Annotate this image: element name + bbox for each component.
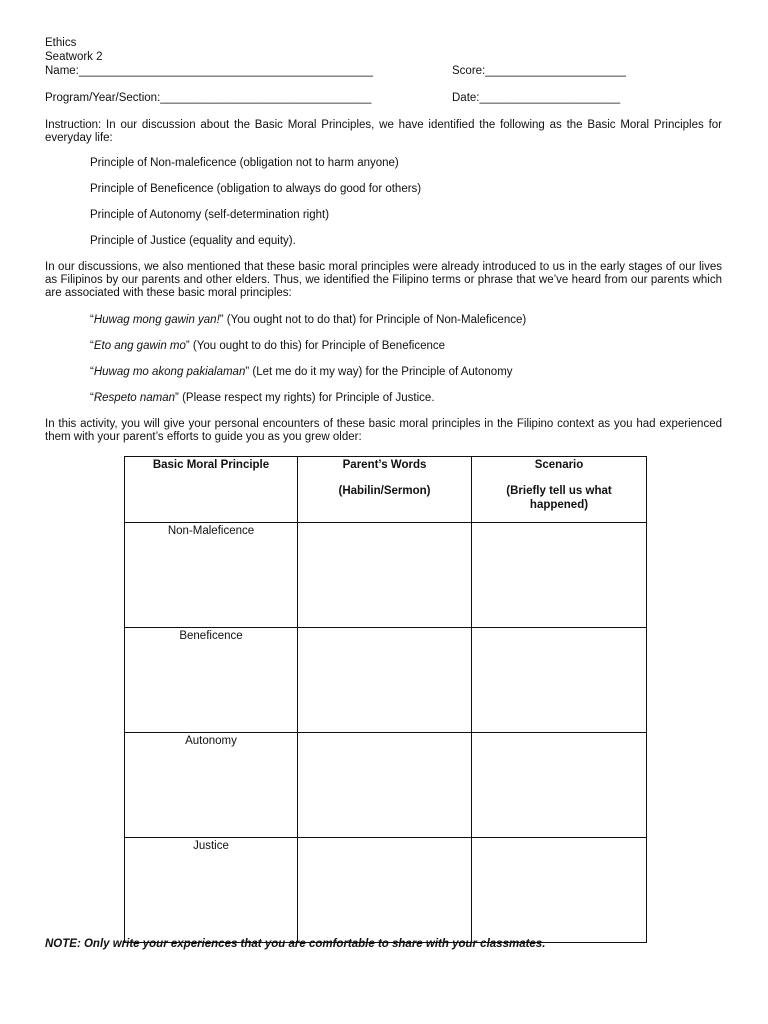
filipino-phrase: Huwag mo akong pakialaman [93, 366, 246, 378]
instruction-paragraph: Instruction: In our discussion about the Basic Moral Principles, we have identified the following as the Basic Moral Principles for everyday life: [45, 119, 722, 144]
scenario-cell[interactable] [472, 628, 647, 733]
principle-item: Principle of Justice (equality and equity). [90, 235, 296, 247]
note-text: NOTE: Only write your experiences that you are comfortable to share with your classmates. [45, 938, 546, 950]
table-row [125, 838, 647, 943]
scenario-cell[interactable] [472, 838, 647, 943]
parents-words-cell[interactable] [298, 733, 472, 838]
filipino-phrase: Huwag mong gawin yan! [93, 314, 220, 326]
header-parents-words: Parent’s Words (Habilin/Sermon) [298, 457, 472, 523]
subject-label: Ethics [45, 37, 77, 49]
parents-words-cell[interactable] [298, 523, 472, 628]
scenario-cell[interactable] [472, 523, 647, 628]
scenario-cell[interactable] [472, 733, 647, 838]
parents-words-cell[interactable] [298, 628, 472, 733]
filipino-phrase: Respeto naman [93, 392, 176, 404]
phrase-item: “Respeto naman” (Please respect my rights) for Principle of Justice. [90, 392, 435, 404]
table-row [125, 733, 647, 838]
table-header-row [125, 457, 647, 523]
principle-item: Principle of Beneficence (obligation to always do good for others) [90, 183, 422, 195]
principles-table [124, 456, 647, 943]
header-basic-moral-principle: Basic Moral Principle [125, 457, 298, 523]
filipino-phrase: Eto ang gawin mo [93, 340, 186, 352]
table-row [125, 628, 647, 733]
principle-cell: Beneficence [125, 628, 298, 733]
principle-item: Principle of Autonomy (self-determination right) [90, 209, 330, 221]
phrase-item: “Huwag mong gawin yan!” (You ought not to do that) for Principle of Non-Maleficence) [90, 314, 527, 326]
score-field: Score:______________________ [452, 65, 626, 77]
name-field: Name:______________________________________________ [45, 65, 374, 77]
table-row [125, 523, 647, 628]
header-scenario: Scenario (Briefly tell us what happened) [472, 457, 647, 523]
principle-item: Principle of Non-maleficence (obligation not to harm anyone) [90, 157, 399, 169]
date-field: Date:______________________ [452, 92, 621, 104]
principle-cell: Justice [125, 838, 298, 943]
phrase-item: “Huwag mo akong pakialaman” (Let me do it my way) for the Principle of Autonomy [90, 366, 513, 378]
discussion-paragraph: In our discussions, we also mentioned that these basic moral principles were already introduced to us in the early stages of our lives as Filipinos by our parents and other elders. Thus, we identified the Filipino terms or phrase that we’ve heard from our parents which are associated with these basic moral principles: [45, 261, 722, 299]
phrase-item: “Eto ang gawin mo” (You ought to do this) for Principle of Beneficence [90, 340, 446, 352]
principle-cell: Autonomy [125, 733, 298, 838]
program-field: Program/Year/Section:_________________________________ [45, 92, 372, 104]
principle-cell: Non-Maleficence [125, 523, 298, 628]
parents-words-cell[interactable] [298, 838, 472, 943]
activity-label: Seatwork 2 [45, 51, 103, 63]
activity-paragraph: In this activity, you will give your personal encounters of these basic moral principles in the Filipino context as you had experienced them with your parent’s efforts to guide you as you grew older: [45, 418, 722, 443]
